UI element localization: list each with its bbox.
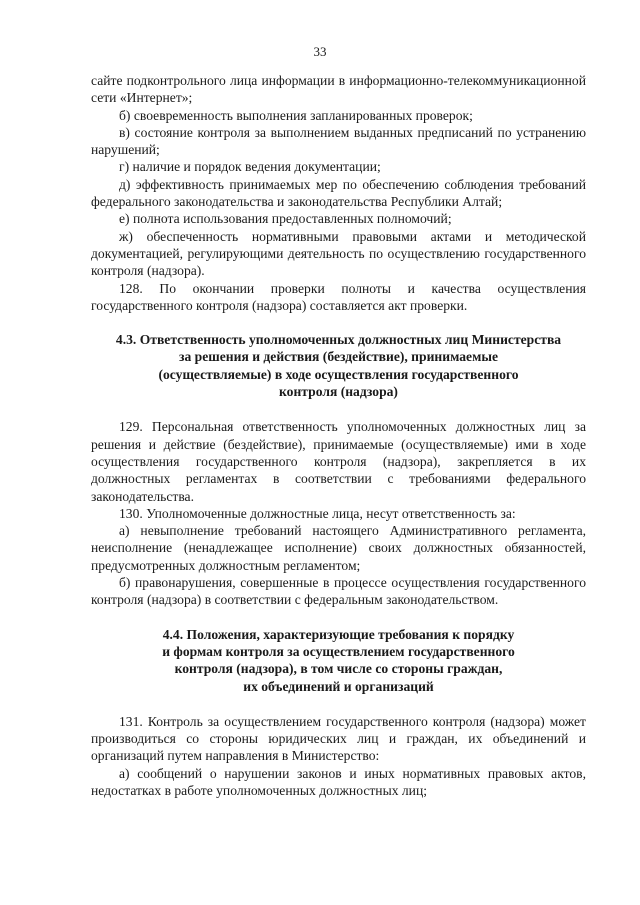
section-heading-line: 4.4. Положения, характеризующие требования к порядку [162,626,515,642]
section-heading [91,626,586,695]
paragraph: ж) обеспеченность нормативными правовыми актами и методической документацией, регулирующими деятельность по осуществлению государственного контроля (надзора). [91,228,586,279]
paragraph: д) эффективность принимаемых мер по обеспечению соблюдения требований федерального законодательства и законодательства Республики Алтай; [91,176,586,210]
section-heading-line: 4.3. Ответственность уполномоченных должностных лиц Министерства [115,332,562,348]
paragraph: б) своевременность выполнения запланированных проверок; [119,107,473,123]
paragraph: в) состояние контроля за выполнением выданных предписаний по устранению нарушений; [91,124,586,158]
section-heading-line: контроля (надзора) [279,384,398,400]
paragraph: 130. Уполномоченные должностные лица, несут ответственность за: [119,505,516,521]
document-body [91,72,586,799]
paragraph: 131. Контроль за осуществлением государственного контроля (надзора) может производиться со стороны юридических лиц и граждан, их объединений и организаций путем направления в Министерство: [91,713,586,764]
section-heading-line: их объединений и организаций [243,678,434,694]
paragraph: 129. Персональная ответственность уполномоченных должностных лиц за решения и действие (бездействие), принимаемые (осуществляемые) ими в ходе осуществления государственного контроля (надзора), закрепляется в их должностных регламентах в соответствии с требованиями федерального законодательства. [91,419,586,504]
page-number: 33 [313,44,327,59]
paragraph: а) сообщений о нарушении законов и иных нормативных правовых актов, недостатках в работе уполномоченных должностных лиц; [91,765,586,798]
paragraph: 128. По окончании проверки полноты и качества осуществления государственного контроля (надзора) составляется акт проверки. [91,280,586,313]
paragraph: г) наличие и порядок ведения документации; [119,159,381,175]
section-heading [91,331,586,400]
paragraph: а) невыполнение требований настоящего Административного регламента, неисполнение (ненадлежащее исполнение) своих должностных обязанностей, предусмотренных должностным регламентом; [91,523,586,573]
section-heading-line: (осуществляемые) в ходе осуществления государственного [158,366,519,382]
section-heading-line: и формам контроля за осуществлением государственного [162,643,515,659]
paragraph: сайте подконтрольного лица информации в информационно-телекоммуникационной сети «Интернет»; [91,73,586,106]
paragraph: е) полнота использования предоставленных полномочий; [119,211,452,227]
section-heading-line: контроля (надзора), в том числе со стороны граждан, [174,661,503,677]
section-heading-line: за решения и действия (бездействие), принимаемые [179,349,498,365]
paragraph: б) правонарушения, совершенные в процессе осуществления государственного контроля (надзора) в соответствии с федеральным законодательством. [91,575,586,608]
